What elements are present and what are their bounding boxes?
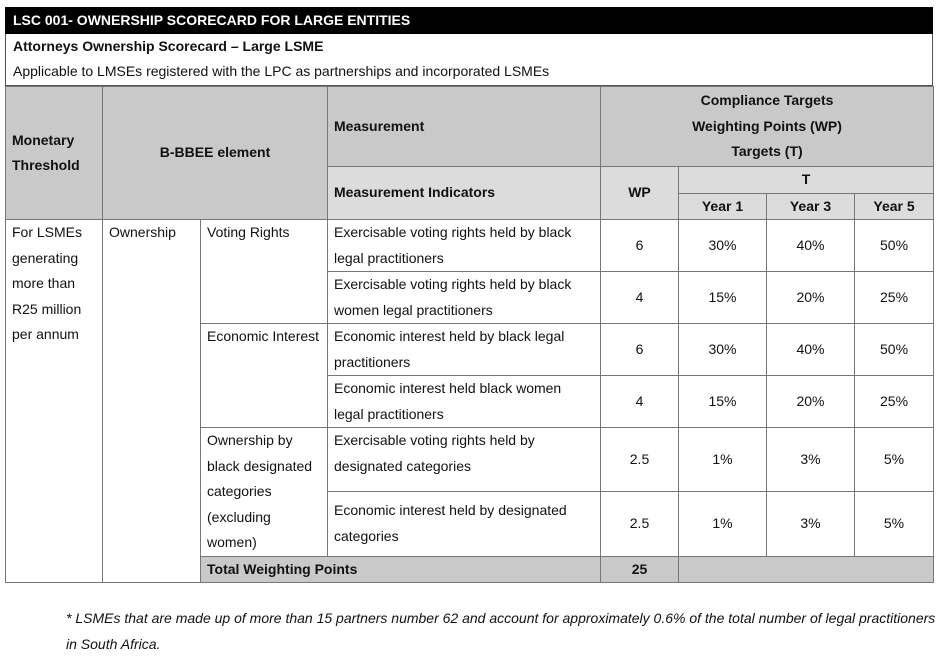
year5-cell: 5% [855,428,934,492]
wp-cell: 6 [601,220,679,272]
group-voting-rights: Voting Rights [201,220,328,324]
year1-cell: 15% [679,376,767,428]
header-measurement-indicators: Measurement Indicators [328,167,601,220]
wp-cell: 4 [601,376,679,428]
wp-cell: 2.5 [601,492,679,556]
year1-cell: 30% [679,220,767,272]
year5-cell: 50% [855,220,934,272]
group-designated-categories: Ownership by black designated categories (excluding women) [201,428,328,557]
year1-cell: 30% [679,324,767,376]
threshold-cell: For LSMEs generating more than R25 million per annum [6,220,103,583]
header-bbbee-element: B-BBEE element [103,87,328,220]
scorecard-title: LSC 001- OWNERSHIP SCORECARD FOR LARGE ENTITIES [5,7,933,34]
header-t: T [679,167,934,194]
wp-cell: 6 [601,324,679,376]
header-year-1: Year 1 [679,193,767,220]
total-filler [679,556,934,583]
year3-cell: 20% [767,272,855,324]
year1-cell: 15% [679,272,767,324]
indicator-cell: Exercisable voting rights held by black legal practitioners [328,220,601,272]
header-compliance-targets [601,87,934,167]
year1-cell: 1% [679,492,767,556]
year3-cell: 20% [767,376,855,428]
total-label: Total Weighting Points [201,556,601,583]
wp-cell: 4 [601,272,679,324]
year5-cell: 25% [855,376,934,428]
indicator-cell: Economic interest held by black legal practitioners [328,324,601,376]
year5-cell: 5% [855,492,934,556]
compliance-line-1: Compliance Targets [700,92,834,109]
group-economic-interest: Economic Interest [201,324,328,428]
scorecard [5,7,933,583]
year3-cell: 3% [767,428,855,492]
indicator-cell: Economic interest held black women legal practitioners [328,376,601,428]
year3-cell: 40% [767,220,855,272]
wp-cell: 2.5 [601,428,679,492]
year5-cell: 25% [855,272,934,324]
indicator-cell: Exercisable voting rights held by black women legal practitioners [328,272,601,324]
header-measurement: Measurement [328,87,601,167]
applicability-note: Applicable to LMSEs registered with the LPC as partnerships and incorporated LSMEs [5,59,933,86]
indicator-cell: Exercisable voting rights held by designated categories [328,428,601,492]
year1-cell: 1% [679,428,767,492]
scorecard-table [5,86,934,583]
header-year-3: Year 3 [767,193,855,220]
total-value: 25 [601,556,679,583]
year3-cell: 40% [767,324,855,376]
year5-cell: 50% [855,324,934,376]
header-monetary-threshold: Monetary Threshold [6,87,103,220]
element-cell: Ownership [103,220,201,583]
footnote: * LSMEs that are made up of more than 15 partners number 62 and account for approximately 0.6% of the total number of legal practitioners in South Africa. [66,610,936,652]
indicator-cell: Economic interest held by designated categories [328,492,601,556]
compliance-line-2: Weighting Points (WP) [692,117,842,134]
year3-cell: 3% [767,492,855,556]
compliance-line-3: Targets (T) [731,143,803,160]
scorecard-subtitle: Attorneys Ownership Scorecard – Large LSME [5,34,933,59]
header-wp: WP [601,167,679,220]
header-year-5: Year 5 [855,193,934,220]
